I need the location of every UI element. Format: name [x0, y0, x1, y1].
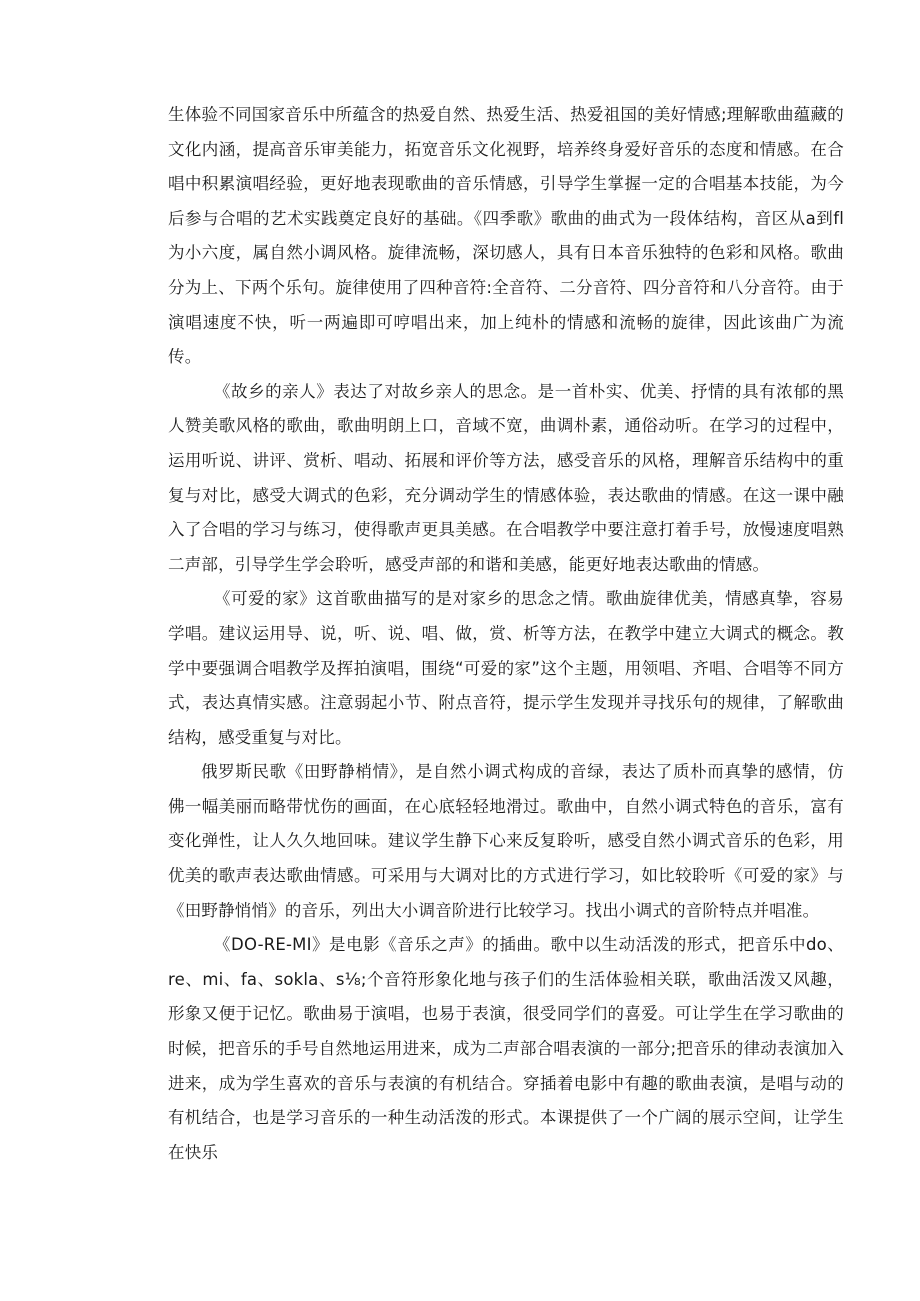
paragraph-doremi: 《DO-RE-MI》是电影《音乐之声》的插曲。歌中以生动活泼的形式，把音乐中do、re、mi、fa、sokla、s⅛;个音符形象化地与孩子们的生活体验相关联，歌曲活泼又风趣，形象又便于记忆。歌曲易于演唱，也易于表演，很受同学们的喜爱。可让学生在学习歌曲的时候，把音乐的手号自然地运用进来，成为二声部合唱表演的一部分;把音乐的律动表演加入进来，成为学生喜欢的音乐与表演的有机结合。穿插着电影中有趣的歌曲表演，是唱与动的有机结合，也是学习音乐的一种生动活泼的形式。本课提供了一个广阔的展示空间，让学生在快乐 — [168, 935, 844, 1162]
paragraph-siji: 生体验不同国家音乐中所蕴含的热爱自然、热爱生活、热爱祖国的美好情感;理解歌曲蕴藏的文化内涵，提高音乐审美能力，拓宽音乐文化视野，培养终身爱好音乐的态度和情感。在合唱中积累演唱经验，更好地表现歌曲的音乐情感，引导学生掌握一定的合唱基本技能，为今后参与合唱的艺术实践奠定良好的基础。《四季歌》歌曲的曲式为一段体结构，音区从a到fl为小六度，属自然小调风格。旋律流畅，深切感人，具有日本音乐独特的色彩和风格。歌曲分为上、下两个乐句。旋律使用了四种音符:全音符、二分音符、四分音符和八分音符。由于演唱速度不快，听一两遍即可哼唱出来，加上纯朴的情感和流畅的旋律，因此该曲广为流传。 — [168, 105, 844, 367]
paragraph-keai: 《可爱的家》这首歌曲描写的是对家乡的思念之情。歌曲旋律优美，情感真挚，容易学唱。建议运用导、说，听、说、唱、做，赏、析等方法，在教学中建立大调式的概念。教学中要强调合唱教学及挥拍演唱，围绕“可爱的家”这个主题，用领唱、齐唱、合唱等不同方式，表达真情实感。注意弱起小节、附点音符，提示学生发现并寻找乐句的规律，了解歌曲结构，感受重复与对比。 — [168, 589, 844, 747]
paragraph-tianye: 俄罗斯民歌《田野静梢情》，是自然小调式构成的音绿，表达了质朴而真挚的感情，仿佛一幅美丽而略带忧伤的画面，在心底轻轻地滑过。歌曲中，自然小调式特色的音乐，富有变化弹性，让人久久地回味。建议学生静下心来反复聆听，感受自然小调式音乐的色彩，用优美的歌声表达歌曲情感。可采用与大调对比的方式进行学习，如比较聆听《可爱的家》与《田野静悄悄》的音乐，列出大小调音阶进行比较学习。找出小调式的音阶特点并唱准。 — [168, 762, 844, 920]
paragraph-guxiang: 《故乡的亲人》表达了对故乡亲人的思念。是一首朴实、优美、抒情的具有浓郁的黑人赞美歌风格的歌曲，歌曲明朗上口，音域不宽，曲调朴素，通俗动听。在学习的过程中，运用听说、讲评、赏析、唱动、拓展和评价等方法，感受音乐的风格，理解音乐结构中的重复与对比，感受大调式的色彩，充分调动学生的情感体验，表达歌曲的情感。在这一课中融入了合唱的学习与练习，使得歌声更具美感。在合唱教学中要注意打着手号，放慢速度唱熟二声部，引导学生学会聆听，感受声部的和谐和美感，能更好地表达歌曲的情感。 — [168, 381, 844, 574]
body-text — [168, 98, 844, 1170]
